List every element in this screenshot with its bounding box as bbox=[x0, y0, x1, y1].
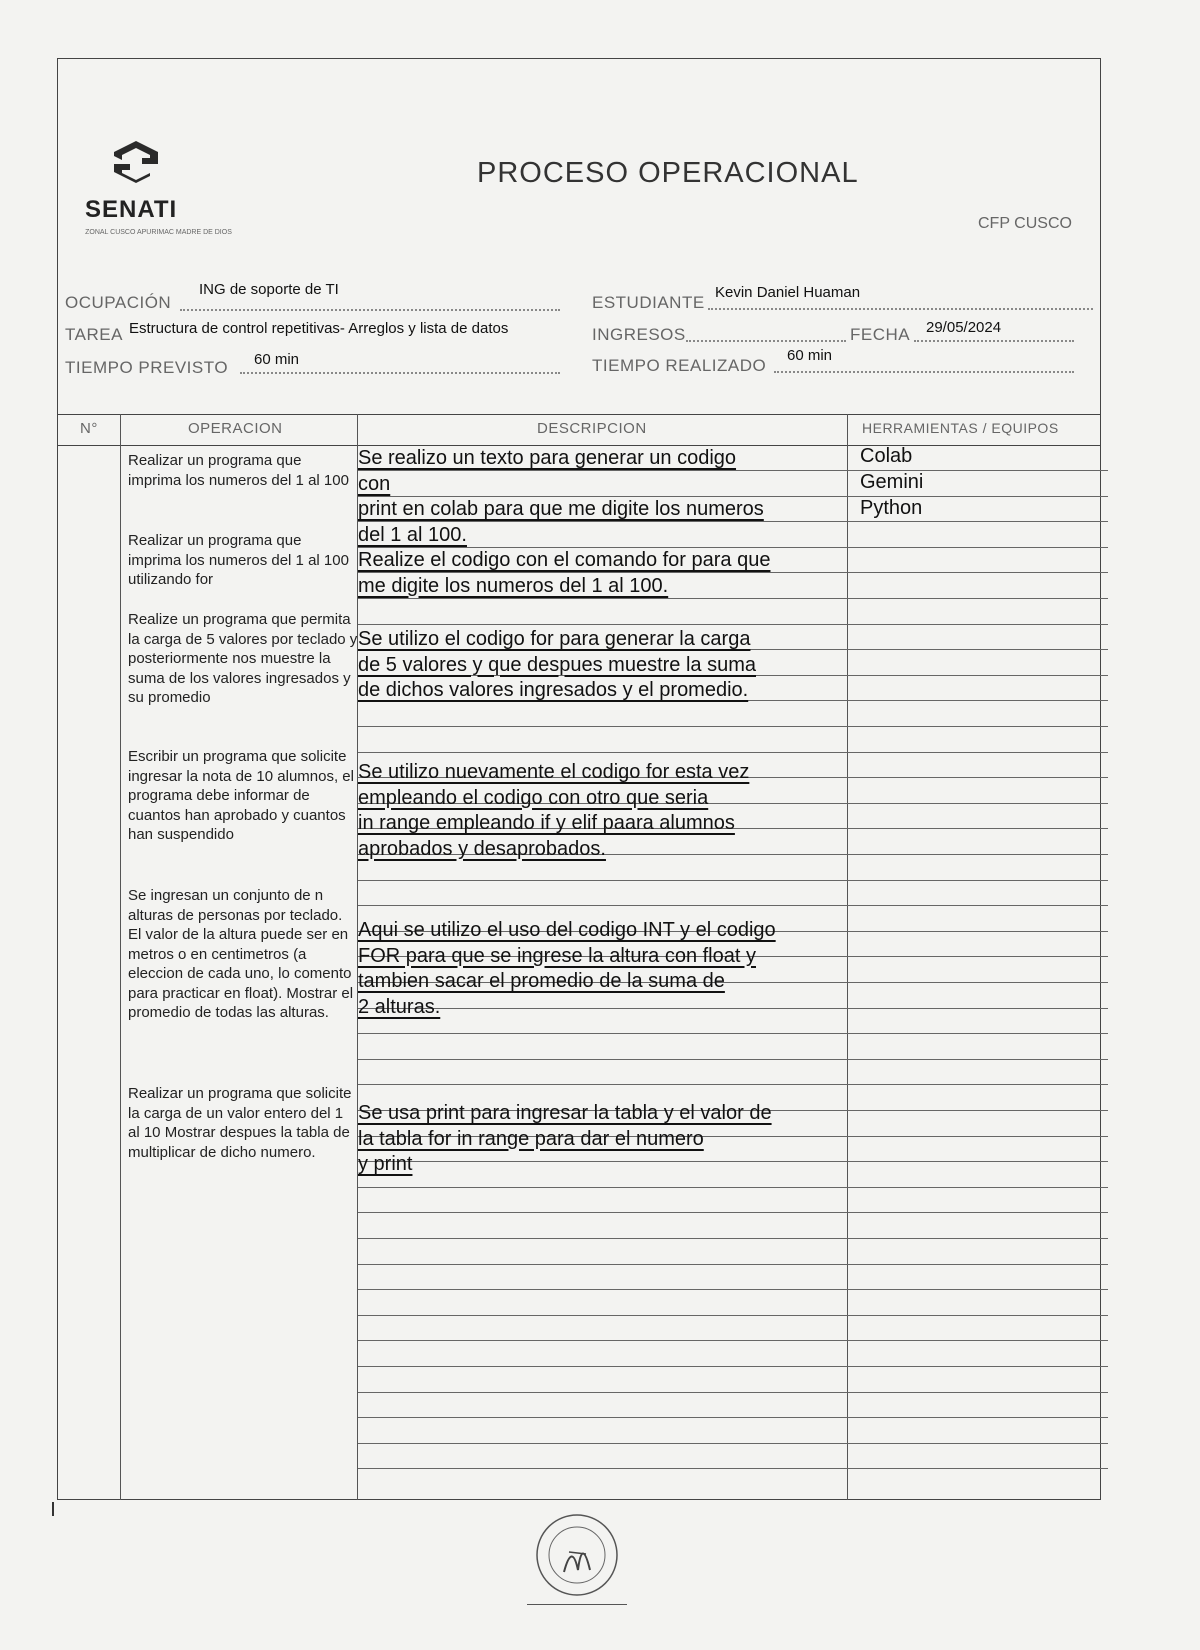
header-descripcion: DESCRIPCION bbox=[537, 420, 647, 437]
table-top-border bbox=[57, 414, 1101, 415]
description-6-line-2: la tabla for in range para dar el numero bbox=[358, 1127, 704, 1150]
ocupacion-label: OCUPACIÓN bbox=[65, 293, 172, 312]
tiempo-previsto-label: TIEMPO PREVISTO bbox=[65, 358, 229, 377]
logo-subtitle: ZONAL CUSCO APURIMAC MADRE DE DIOS bbox=[85, 229, 232, 236]
tarea-value: Estructura de control repetitivas- Arreglos y lista de datos bbox=[129, 320, 509, 337]
description-1-line-1: Se realizo un texto para generar un codigo bbox=[358, 447, 737, 469]
description-1-line-4: del 1 al 100. bbox=[358, 523, 467, 546]
description-3-line-2: de 5 valores y que despues muestre la suma bbox=[358, 653, 756, 676]
description-1-line-3: print en colab para que me digite los numeros bbox=[358, 498, 764, 520]
ruled-line bbox=[358, 1468, 1108, 1469]
description-6 bbox=[358, 1101, 853, 1178]
ruled-line bbox=[358, 905, 1108, 906]
tiempo-previsto-value: 60 min bbox=[254, 351, 300, 368]
ruled-line bbox=[358, 624, 1108, 625]
seal-stamp bbox=[534, 1512, 620, 1603]
description-4 bbox=[358, 760, 853, 862]
tiempo-realizado-line bbox=[774, 371, 1074, 373]
ruled-line bbox=[358, 1340, 1108, 1341]
center-name: CFP CUSCO bbox=[978, 215, 1072, 232]
fecha-line bbox=[914, 340, 1074, 342]
ruled-line bbox=[358, 1366, 1108, 1367]
description-5 bbox=[358, 918, 853, 1020]
fecha-label: FECHA bbox=[850, 325, 911, 344]
operation-6: Realizar un programa que solicite la carga de un valor entero del 1 al 10 Mostrar despues la tabla de multiplicar de dicho numero. bbox=[128, 1085, 352, 1161]
ruled-line bbox=[358, 880, 1108, 881]
description-5-line-4: 2 alturas. bbox=[358, 995, 441, 1018]
estudiante-value: Kevin Daniel Huaman bbox=[715, 284, 861, 301]
tiempo-realizado-label: TIEMPO REALIZADO bbox=[592, 356, 767, 375]
col-divider-1 bbox=[120, 414, 121, 1500]
logo-brand: SENATI bbox=[85, 196, 178, 223]
header-herramientas: HERRAMIENTAS / EQUIPOS bbox=[862, 420, 1059, 436]
tool-colab: Colab bbox=[860, 445, 913, 467]
ruled-line bbox=[358, 752, 1108, 753]
tiempo-realizado-value: 60 min bbox=[787, 347, 833, 364]
tool-python: Python bbox=[860, 497, 923, 519]
tool-gemini: Gemini bbox=[860, 471, 924, 493]
operation-3: Realize un programa que permita la carga de 5 valores por teclado y posteriormente nos muestre la suma de los valores ingresados y su promedio bbox=[128, 611, 358, 706]
ruled-line bbox=[358, 1084, 1108, 1085]
description-4-line-2: empleando el codigo con otro que seria bbox=[358, 786, 709, 809]
description-3-line-1: Se utilizo el codigo for para generar la carga bbox=[358, 628, 751, 650]
tiempo-previsto-line bbox=[240, 372, 560, 374]
description-5-line-1: Aqui se utilizo el uso del codigo INT y el codigo bbox=[358, 919, 776, 941]
description-3-line-3: de dichos valores ingresados y el promedio. bbox=[358, 679, 749, 701]
description-4-line-4: aprobados y desaprobados. bbox=[358, 837, 606, 860]
ingresos-line bbox=[686, 340, 846, 342]
seal-stamp-icon bbox=[534, 1512, 620, 1598]
fecha-value: 29/05/2024 bbox=[926, 319, 1002, 336]
header-numero: N° bbox=[80, 420, 98, 437]
ocupacion-value: ING de soporte de TI bbox=[199, 281, 339, 298]
operation-5: Se ingresan un conjunto de n alturas de personas por teclado. El valor de la altura puede ser en metros o en centimetros (a eleccion de cada uno, lo comento para practicar en float). Mostrar el promedio de todas las alturas. bbox=[128, 887, 354, 1021]
ruled-line bbox=[358, 1187, 1108, 1188]
header-operacion: OPERACION bbox=[188, 420, 283, 437]
description-5-line-2: FOR para que se ingrese la altura con float y bbox=[358, 944, 756, 967]
senati-emblem-icon bbox=[106, 138, 166, 190]
ruled-line bbox=[358, 1289, 1108, 1290]
operation-4: Escribir un programa que solicite ingresar la nota de 10 alumnos, el programa debe informar de cuantos han aprobado y cuantos han suspendido bbox=[128, 748, 354, 843]
ruled-line bbox=[358, 1443, 1108, 1444]
ruled-line bbox=[358, 1238, 1108, 1239]
signature-line bbox=[527, 1604, 627, 1605]
estudiante-line bbox=[708, 308, 1093, 310]
estudiante-label: ESTUDIANTE bbox=[592, 293, 705, 312]
description-6-line-1: Se usa print para ingresar la tabla y el valor de bbox=[358, 1102, 772, 1124]
ruled-line bbox=[358, 1059, 1108, 1060]
operation-1: Realizar un programa que imprima los numeros del 1 al 100 bbox=[128, 452, 349, 489]
description-3 bbox=[358, 627, 853, 704]
description-4-line-1: Se utilizo nuevamente el codigo for esta vez bbox=[358, 761, 750, 783]
scan-mark bbox=[52, 1502, 54, 1516]
description-5-line-3: tambien sacar el promedio de la suma de bbox=[358, 970, 725, 992]
ingresos-label: INGRESOS bbox=[592, 325, 686, 344]
page-title: PROCESO OPERACIONAL bbox=[477, 157, 859, 189]
ruled-line bbox=[358, 1264, 1108, 1265]
ruled-line bbox=[358, 1417, 1108, 1418]
description-2 bbox=[358, 548, 853, 599]
description-2-line-2: me digite los numeros del 1 al 100. bbox=[358, 574, 669, 597]
description-1-line-2: con bbox=[358, 472, 391, 495]
description-6-line-3: y print bbox=[358, 1153, 413, 1175]
description-2-line-1: Realize el codigo con el comando for para que bbox=[358, 549, 771, 571]
ruled-line bbox=[358, 1212, 1108, 1213]
description-4-line-3: in range empleando if y elif paara alumnos bbox=[358, 812, 735, 834]
ruled-line bbox=[358, 726, 1108, 727]
ruled-line bbox=[358, 1392, 1108, 1393]
ruled-line bbox=[358, 1315, 1108, 1316]
ocupacion-line bbox=[180, 309, 560, 311]
ruled-line bbox=[358, 1033, 1108, 1034]
tarea-label: TAREA bbox=[65, 325, 123, 344]
description-1 bbox=[358, 446, 853, 548]
operation-2: Realizar un programa que imprima los numeros del 1 al 100 utilizando for bbox=[128, 532, 349, 588]
